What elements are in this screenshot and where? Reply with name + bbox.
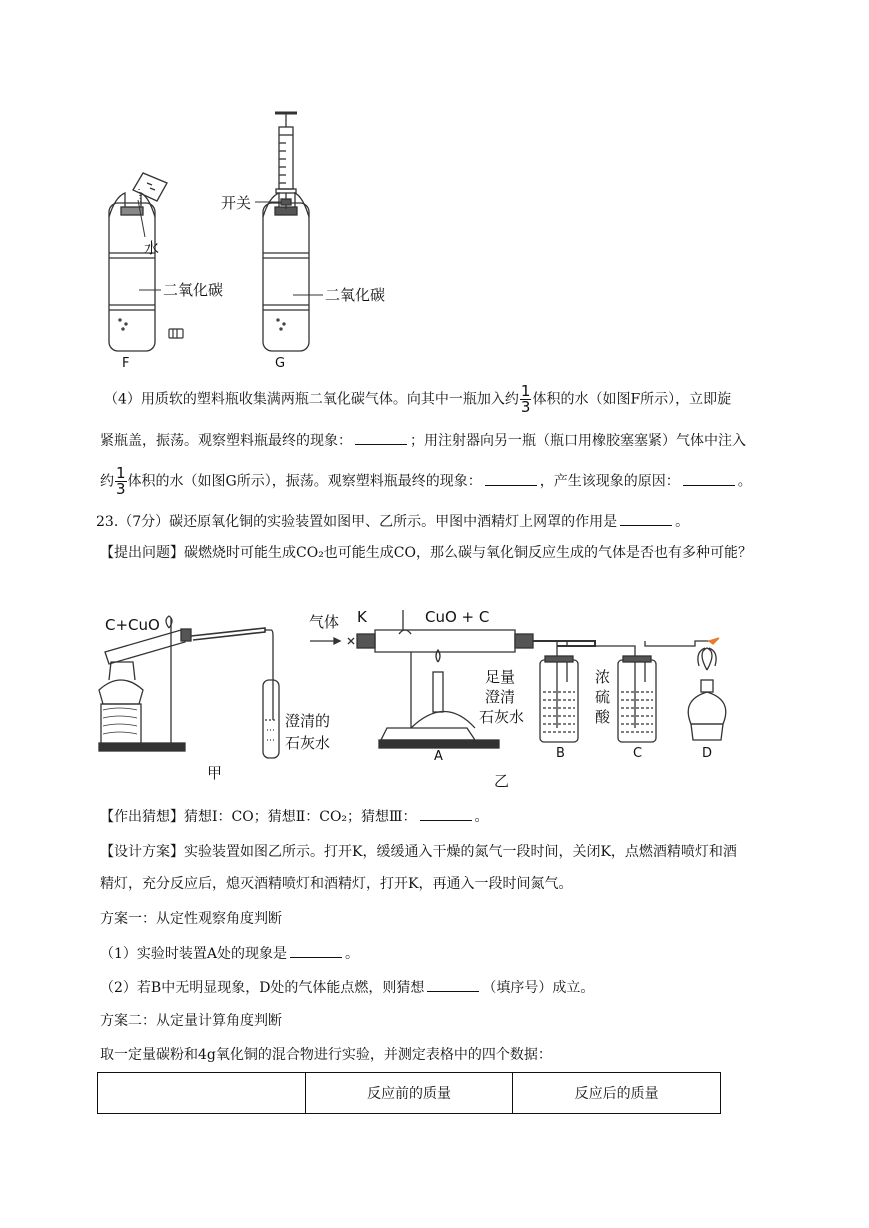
q23-plan1-q1: （1）实验时装置A处的现象是 。 bbox=[100, 943, 359, 964]
label-b-3: 石灰水 bbox=[479, 708, 525, 726]
q23-question: 【提出问题】碳燃烧时可能生成CO₂也可能生成CO，那么碳与氧化铜反应生成的气体是否也有多种可能？ bbox=[100, 545, 752, 561]
figure-f-g bbox=[95, 105, 415, 380]
fraction-one-third: $\frac{1}{3}$ bbox=[116, 464, 126, 498]
answer-blank[interactable] bbox=[427, 977, 479, 992]
label-c: C bbox=[633, 746, 643, 761]
fraction-one-third: $\frac{1}{3}$ bbox=[520, 382, 531, 416]
q23-design-1: 【设计方案】实验装置如图乙所示。打开K，缓缓通入干燥的氮气一段时间，关闭K，点燃酒精喷灯和酒 bbox=[100, 844, 737, 860]
figure-jia-yi bbox=[95, 600, 755, 795]
table-header-cell bbox=[98, 1073, 306, 1114]
label-jia: 甲 bbox=[207, 764, 223, 782]
apparatus-jia bbox=[99, 616, 279, 758]
label-switch: 开关 bbox=[221, 194, 252, 212]
label-c-1: 浓 bbox=[595, 668, 611, 686]
label-b: B bbox=[556, 746, 565, 761]
label-gas: 气体 bbox=[309, 613, 340, 631]
answer-blank[interactable] bbox=[420, 806, 472, 821]
bottle-g bbox=[263, 193, 309, 351]
q23-hypothesis: 【作出猜想】猜想Ⅰ：CO；猜想Ⅱ：CO₂；猜想Ⅲ： 。 bbox=[100, 806, 489, 827]
label-cuo-c: CuO + C bbox=[425, 608, 490, 626]
beaker-icon bbox=[133, 173, 167, 203]
label-c-3: 酸 bbox=[595, 708, 611, 726]
bottle-cap-icon bbox=[169, 329, 183, 338]
answer-blank[interactable] bbox=[355, 430, 407, 445]
q22-4-line1: （4）用质软的塑料瓶收集满两瓶二氧化碳气体。向其中一瓶加入约 $\frac{1}{3}$ 体积的水（如图F所示），立即旋 bbox=[104, 382, 732, 416]
q22-4-line3: 约 $\frac{1}{3}$ 体积的水（如图G所示），振荡。观察塑料瓶最终的现象： ，产生该现象的原因： 。 bbox=[100, 464, 752, 498]
label-c-cuo: C+CuO bbox=[105, 616, 160, 634]
q23-intro: 23.（7分）碳还原氧化铜的实验装置如图甲、乙所示。甲图中酒精灯上网罩的作用是 。 bbox=[96, 511, 689, 532]
label-b-2: 澄清 bbox=[485, 688, 516, 706]
label-f: F bbox=[122, 356, 130, 371]
table-row bbox=[98, 1073, 721, 1114]
label-b-1: 足量 bbox=[485, 668, 516, 686]
q22-4-line2: 紧瓶盖，振荡。观察塑料瓶最终的现象： ；用注射器向另一瓶（瓶口用橡胶塞塞紧）气体中注入 bbox=[100, 430, 746, 451]
q23-plan1-q2: （2）若B中无明显现象，D处的气体能点燃，则猜想 （填序号）成立。 bbox=[100, 977, 594, 998]
bottle-f bbox=[109, 193, 155, 351]
answer-blank[interactable] bbox=[620, 511, 672, 526]
apparatus-yi bbox=[310, 610, 726, 748]
label-d: D bbox=[702, 746, 713, 761]
label-yi: 乙 bbox=[494, 772, 510, 790]
label-c-2: 硫 bbox=[595, 688, 611, 706]
q23-plan2-desc: 取一定量碳粉和4g氧化铜的混合物进行实验，并测定表格中的四个数据： bbox=[100, 1047, 552, 1063]
q23-plan2: 方案二：从定量计算角度判断 bbox=[100, 1013, 282, 1029]
answer-blank[interactable] bbox=[485, 471, 537, 486]
answer-blank[interactable] bbox=[683, 471, 735, 486]
data-table bbox=[97, 1072, 721, 1114]
q23-plan1: 方案一：从定性观察角度判断 bbox=[100, 911, 282, 927]
label-a: A bbox=[434, 749, 443, 764]
label-co2-g: 二氧化碳 bbox=[325, 286, 386, 304]
label-k: K bbox=[357, 608, 367, 626]
syringe-icon bbox=[275, 113, 297, 209]
label-co2-f: 二氧化碳 bbox=[163, 281, 224, 299]
table-header-cell: 反应后的质量 bbox=[513, 1073, 721, 1114]
label-limewater-1: 澄清的 bbox=[285, 712, 331, 730]
label-g: G bbox=[275, 356, 286, 371]
label-water: 水 bbox=[144, 239, 160, 257]
table-header-cell: 反应前的质量 bbox=[305, 1073, 513, 1114]
q23-design-2: 精灯，充分反应后，熄灭酒精喷灯和酒精灯，打开K，再通入一段时间氮气。 bbox=[100, 876, 573, 892]
answer-blank[interactable] bbox=[290, 943, 342, 958]
label-limewater-2: 石灰水 bbox=[285, 734, 331, 752]
